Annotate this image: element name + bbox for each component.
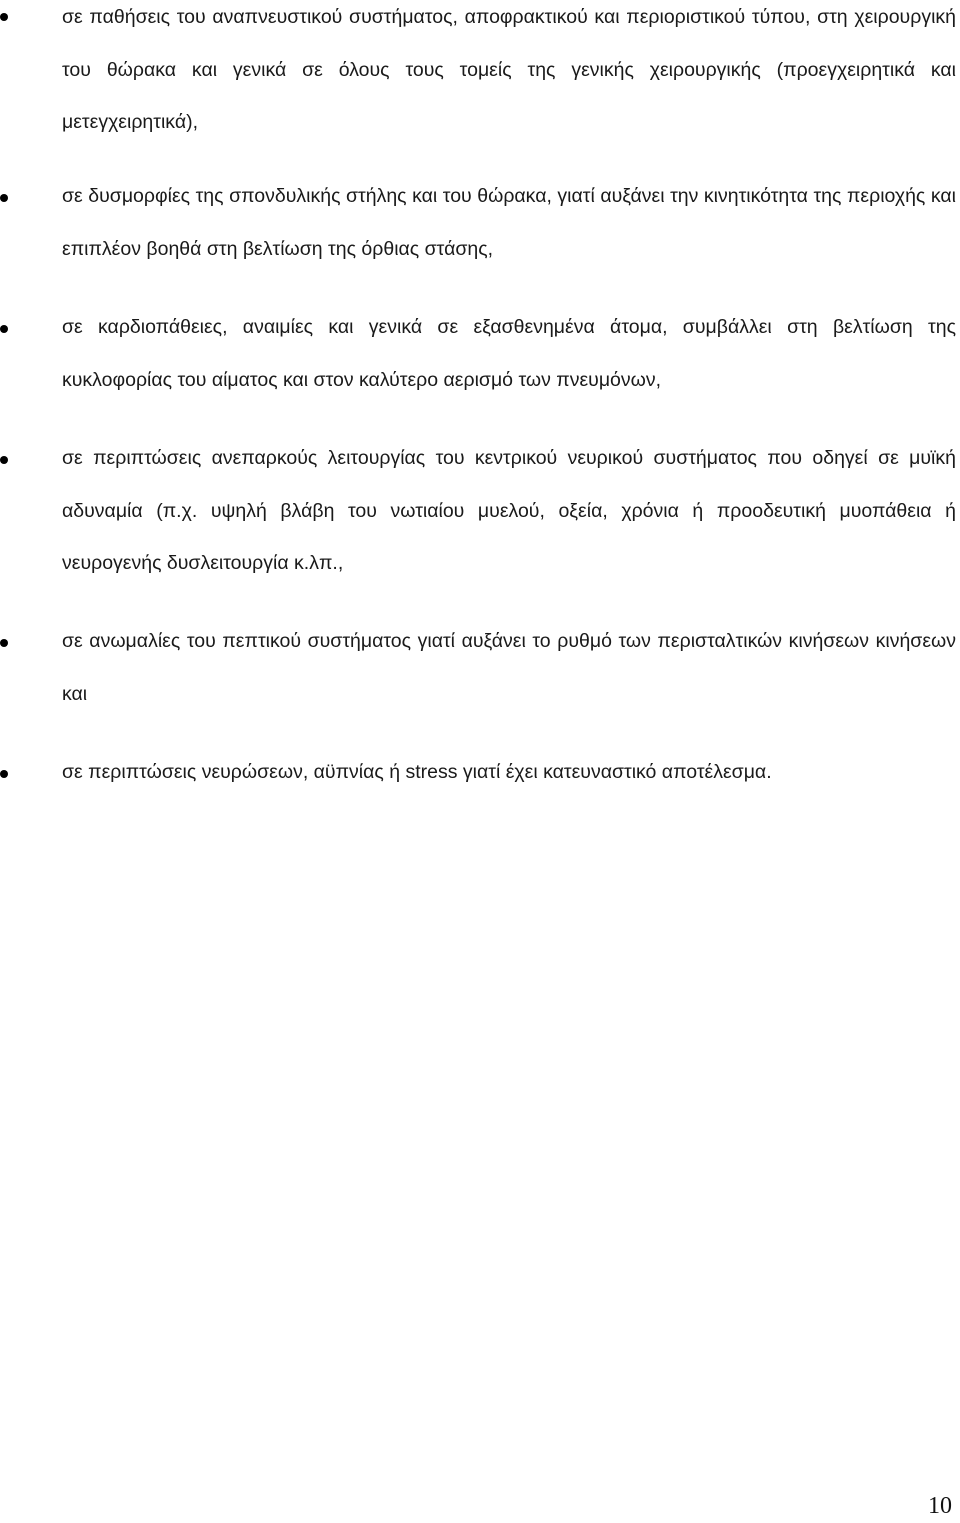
list-item-text: σε ανωμαλίες του πεπτικού συστήματος γιατί αυξάνει το ρυθμό των περισταλτικών κινήσεων κινήσεων και bbox=[62, 630, 956, 705]
bullet-icon bbox=[0, 325, 8, 333]
list-item-text: σε καρδιοπάθειες, αναιμίες και γενικά σε εξασθενημένα άτομα, συμβάλλει στη βελτίωση της κυκλοφορίας του αίματος και στον καλύτερο αερισμό των πνευμόνων, bbox=[62, 316, 956, 391]
bullet-icon bbox=[0, 194, 8, 202]
bullet-icon bbox=[0, 639, 8, 647]
list-item-text: σε δυσμορφίες της σπονδυλικής στήλης και του θώρακα, γιατί αυξάνει την κινητικότητα της περιοχής και επιπλέον βοηθά στη βελτίωση της όρθιας στάσης, bbox=[62, 185, 956, 260]
list-item-text: σε παθήσεις του αναπνευστικού συστήματος, αποφρακτικού και περιοριστικού τύπου, στη χειρουργική του θώρακα και γενικά σε όλους τους τομείς της γενικής χειρουργικής (προεγχειρητικά και μετεγχειρητικά), bbox=[62, 6, 956, 133]
list-item-text: σε περιπτώσεις νευρώσεων, αϋπνίας ή stress γιατί έχει κατευναστικό αποτέλεσμα. bbox=[62, 761, 772, 783]
list-item-text: σε περιπτώσεις ανεπαρκούς λειτουργίας του κεντρικού νευρικού συστήματος που οδηγεί σε μυϊκή αδυναμία (π.χ. υψηλή βλάβη του νωτιαίου μυελού, οξεία, χρόνια ή προοδευτική μυοπάθεια ή νευρογενής δυσλειτουργία κ.λπ., bbox=[62, 447, 956, 574]
bullet-icon bbox=[0, 13, 8, 21]
bullet-icon bbox=[0, 770, 8, 778]
bullet-icon bbox=[0, 456, 8, 464]
page-number: 10 bbox=[928, 1493, 952, 1519]
